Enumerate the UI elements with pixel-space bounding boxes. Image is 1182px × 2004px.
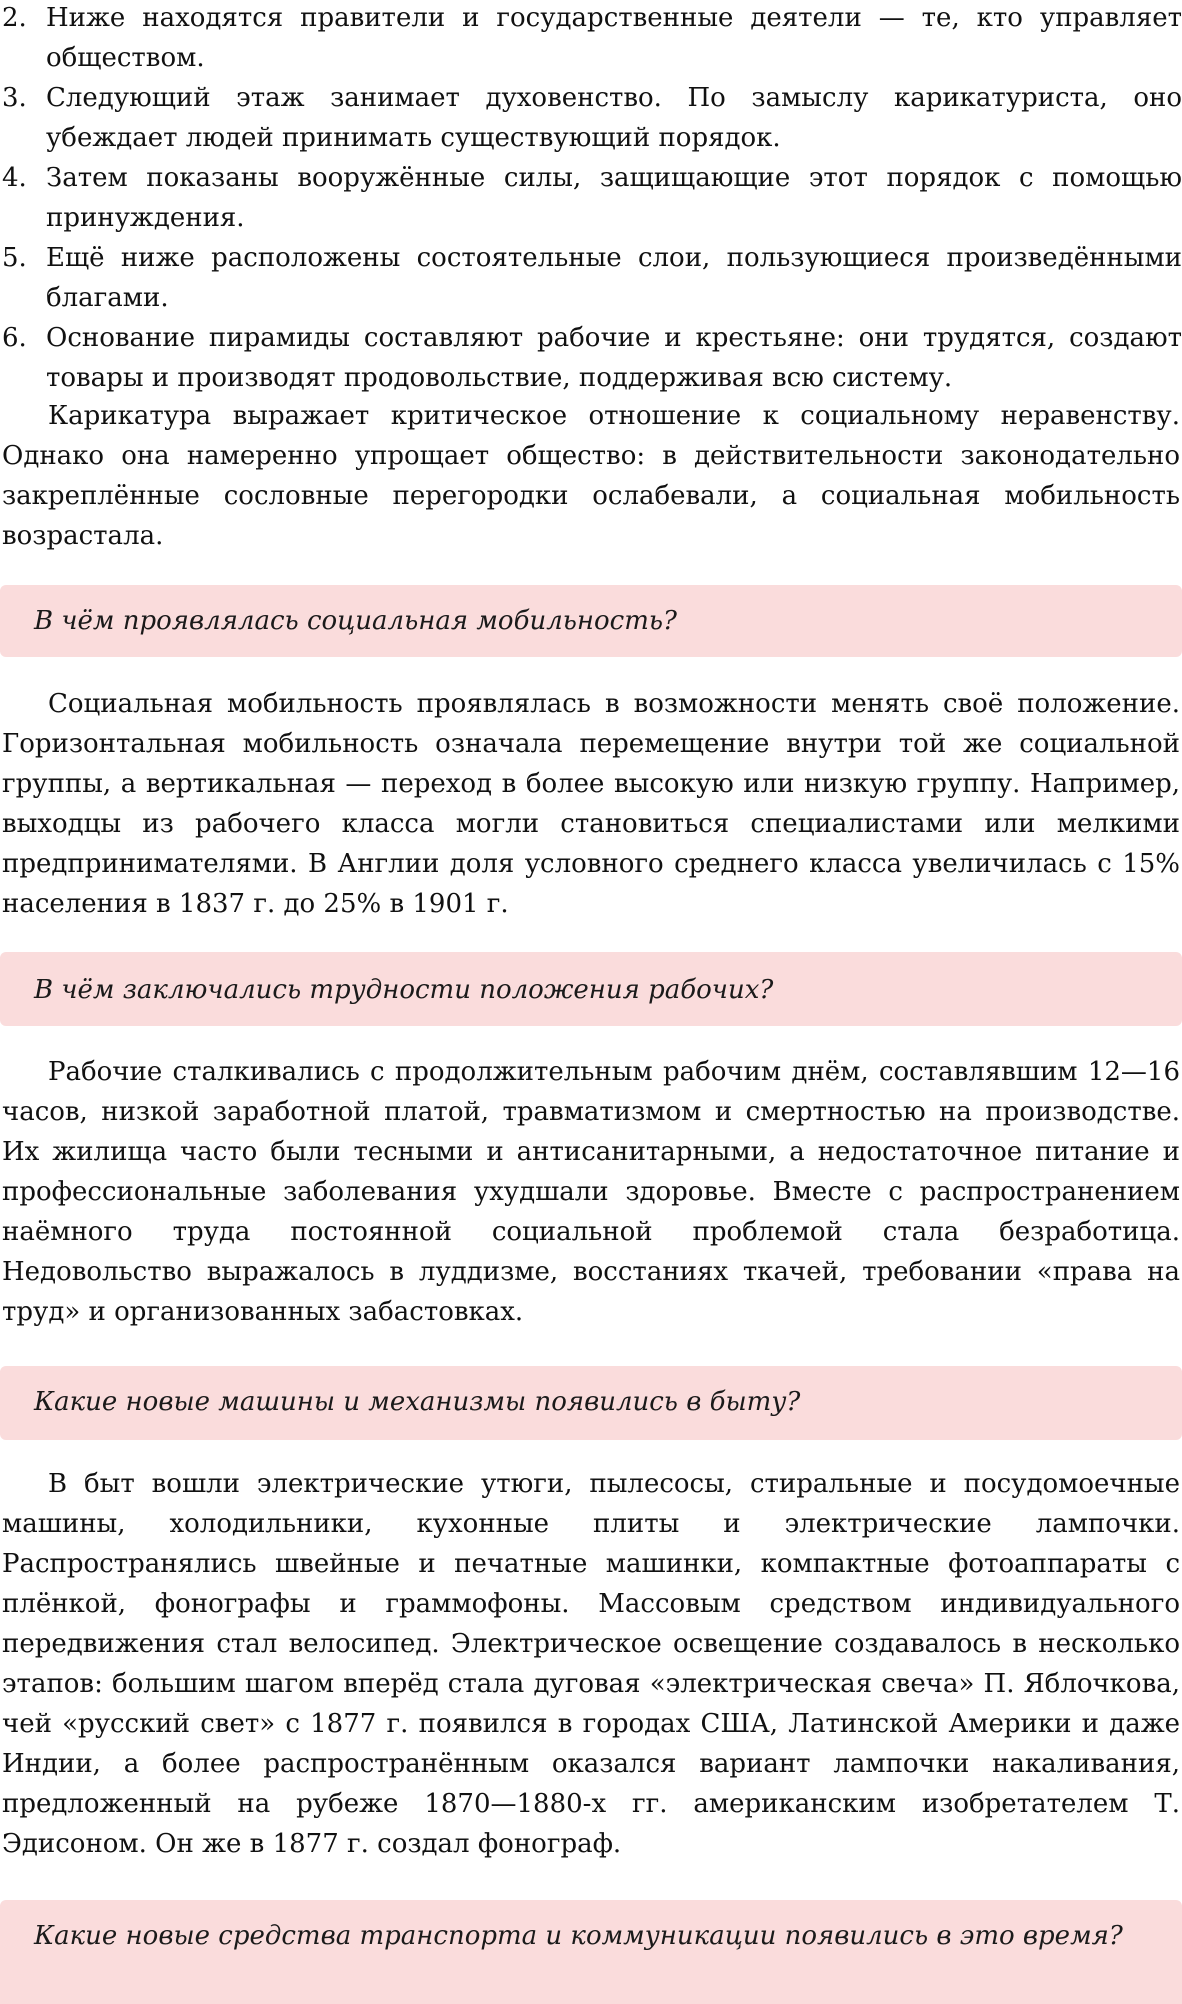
list-item — [0, 158, 1182, 238]
list-item-number: 6. — [2, 323, 27, 353]
list-item-text: Затем показаны вооружённые силы, защищающие этот порядок с помощью принуждения. — [46, 163, 1182, 233]
list-item — [0, 238, 1182, 318]
list-item — [0, 318, 1182, 398]
list-item — [0, 78, 1182, 158]
list-item-number: 5. — [2, 243, 27, 273]
list-item-text: Ещё ниже расположены состоятельные слои, пользующиеся произведёнными благами. — [46, 243, 1182, 313]
list-item-text: Основание пирамиды составляют рабочие и крестьяне: они трудятся, создают товары и производят продовольствие, поддерживая всю систему. — [46, 323, 1182, 393]
list-item — [0, 0, 1182, 78]
question-heading: Какие новые средства транспорта и коммуникации появились в это время? — [34, 1921, 1123, 1951]
question-heading: В чём проявлялась социальная мобильность? — [34, 606, 677, 636]
question-heading: Какие новые машины и механизмы появились в быту? — [34, 1387, 801, 1417]
answer-paragraph: Рабочие сталкивались с продолжительным рабочим днём, составлявшим 12—16 часов, низкой заработной платой, травматизмом и смертностью на производстве. Их жилища часто были тесными и антисанитарными, а недостаточное питание и профессиональные заболевания ухудшали здоровье. Вместе с распространением наёмного труда постоянной социальной проблемой стала безработица. Недовольство выражалось в луддизме, восстаниях ткачей, требовании «права на труд» и организованных забастовках. — [2, 1057, 1180, 1327]
question-heading: В чём заключались трудности положения рабочих? — [34, 975, 774, 1005]
numbered-list — [0, 0, 1182, 398]
answer-paragraph: В быт вошли электрические утюги, пылесосы, стиральные и посудомоечные машины, холодильники, кухонные плиты и электрические лампочки. Распространялись швейные и печатные машинки, компактные фотоаппараты с плёнкой, фонографы и граммофоны. Массовым средством индивидуального передвижения стал велосипед. Электрическое освещение создавалось в несколько этапов: большим шагом вперёд стала дуговая «электрическая свеча» П. Яблочкова, чей «русский свет» с 1877 г. появился в городах США, Латинской Америки и даже Индии, а более распространённым оказался вариант лампочки накаливания, предложенный на рубеже 1870—1880-х гг. американским изобретателем Т. Эдисоном. Он же в 1877 г. создал фонограф. — [2, 1469, 1180, 1859]
list-item-text: Следующий этаж занимает духовенство. По замыслу карикатуриста, оно убеждает людей принимать существующий порядок. — [46, 83, 1182, 153]
list-item-number: 4. — [2, 163, 27, 193]
answer-paragraph: Социальная мобильность проявлялась в возможности менять своё положение. Горизонтальная мобильность означала перемещение внутри той же социальной группы, а вертикальная — переход в более высокую или низкую группу. Например, выходцы из рабочего класса могли становиться специалистами или мелкими предпринимателями. В Англии доля условного среднего класса увеличилась с 15% населения в 1837 г. до 25% в 1901 г. — [2, 689, 1180, 919]
list-item-number: 3. — [2, 83, 27, 113]
intro-paragraph: Карикатура выражает критическое отношение к социальному неравенству. Однако она намеренно упрощает общество: в действительности законодательно закреплённые сословные перегородки ослабевали, а социальная мобильность возрастала. — [2, 401, 1180, 551]
list-item-text: Ниже находятся правители и государственные деятели — те, кто управляет обществом. — [46, 3, 1182, 73]
list-item-number: 2. — [2, 3, 27, 33]
